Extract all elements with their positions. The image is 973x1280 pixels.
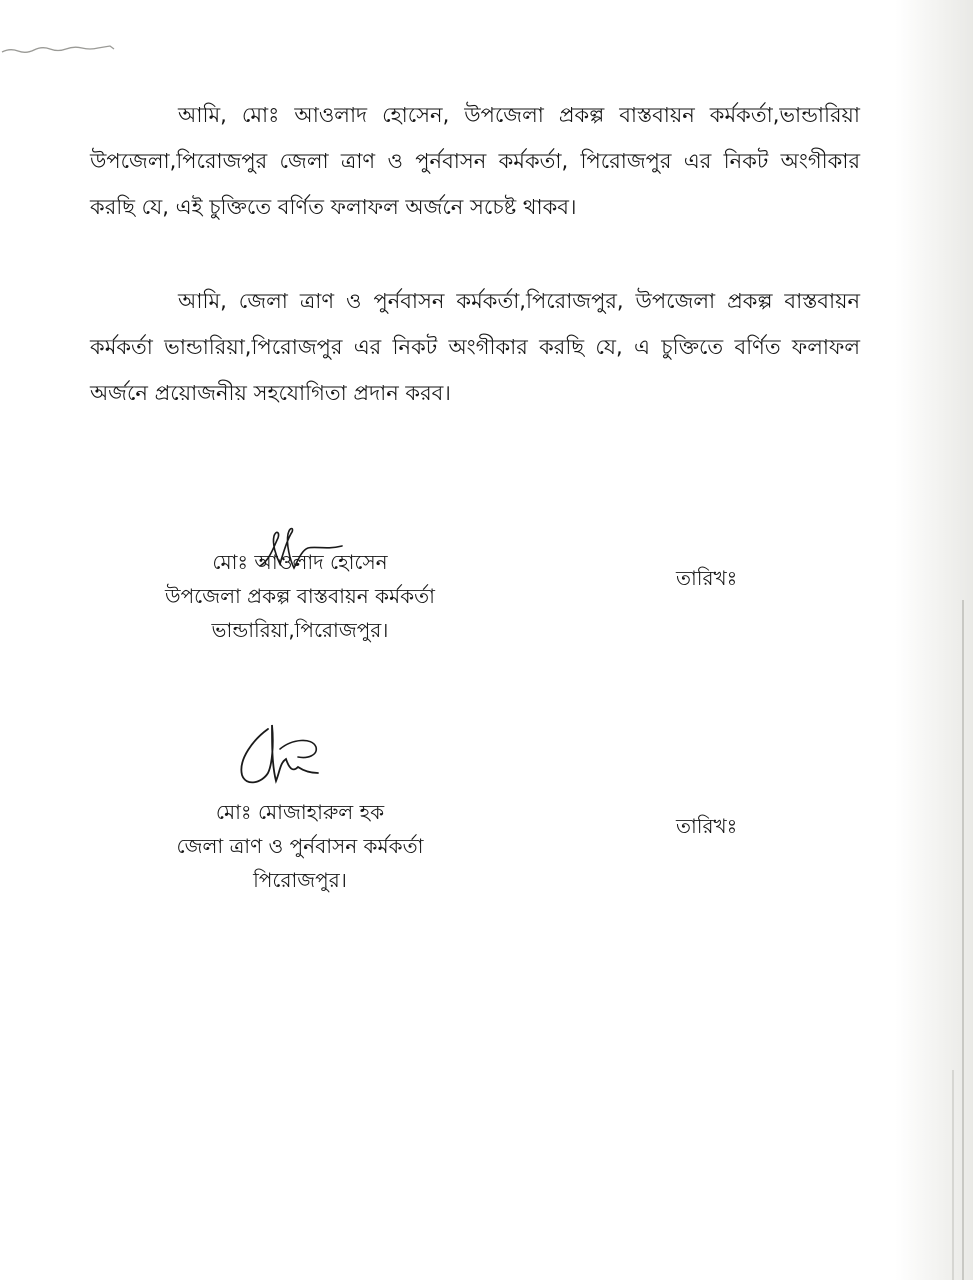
right-edge-fold — [952, 1070, 954, 1280]
commitment-paragraph-1: আমি, মোঃ আওলাদ হোসেন, উপজেলা প্রকল্প বাস্তবায়ন কর্মকর্তা,ভান্ডারিয়া উপজেলা,পিরোজপুর জেলা ত্রাণ ও পুর্নবাসন কর্মকর্তা, পিরোজপুর এর নিকট অংগীকার করছি যে, এই চুক্তিতে বর্ণিত ফলাফল অর্জনে সচেষ্ট থাকব। — [90, 103, 860, 219]
signature-2-mark — [228, 715, 328, 795]
signatory-2-date-label: তারিখঃ — [676, 814, 738, 838]
signatory-1-name: মোঃ আওলাদ হোসেন — [212, 550, 388, 574]
commitment-paragraph-2: আমি, জেলা ত্রাণ ও পুর্নবাসন কর্মকর্তা,পিরোজপুর, উপজেলা প্রকল্প বাস্তবায়ন কর্মকর্তা ভান্ডারিয়া,পিরোজপুর এর নিকট অংগীকার করছি যে, এ চুক্তিতে বর্ণিত ফলাফল অর্জনে প্রয়োজনীয় সহযোগিতা প্রদান করব। — [90, 289, 860, 405]
signatory-1-designation: উপজেলা প্রকল্প বাস্তবায়ন কর্মকর্তা — [165, 584, 435, 608]
signatory-2-name: মোঃ মোজাহারুল হক — [215, 800, 385, 824]
signatory-2-designation: জেলা ত্রাণ ও পুর্নবাসন কর্মকর্তা — [176, 834, 424, 858]
signatory-1-location: ভান্ডারিয়া,পিরোজপুর। — [211, 618, 389, 642]
signatory-2-block — [90, 795, 510, 897]
right-edge-shadow — [962, 600, 964, 1280]
signatory-1-date-label: তারিখঃ — [676, 566, 738, 590]
signatory-2-location: পিরোজপুর। — [253, 868, 347, 892]
top-edge-scribble — [0, 40, 120, 60]
signatory-1-block — [90, 545, 510, 647]
